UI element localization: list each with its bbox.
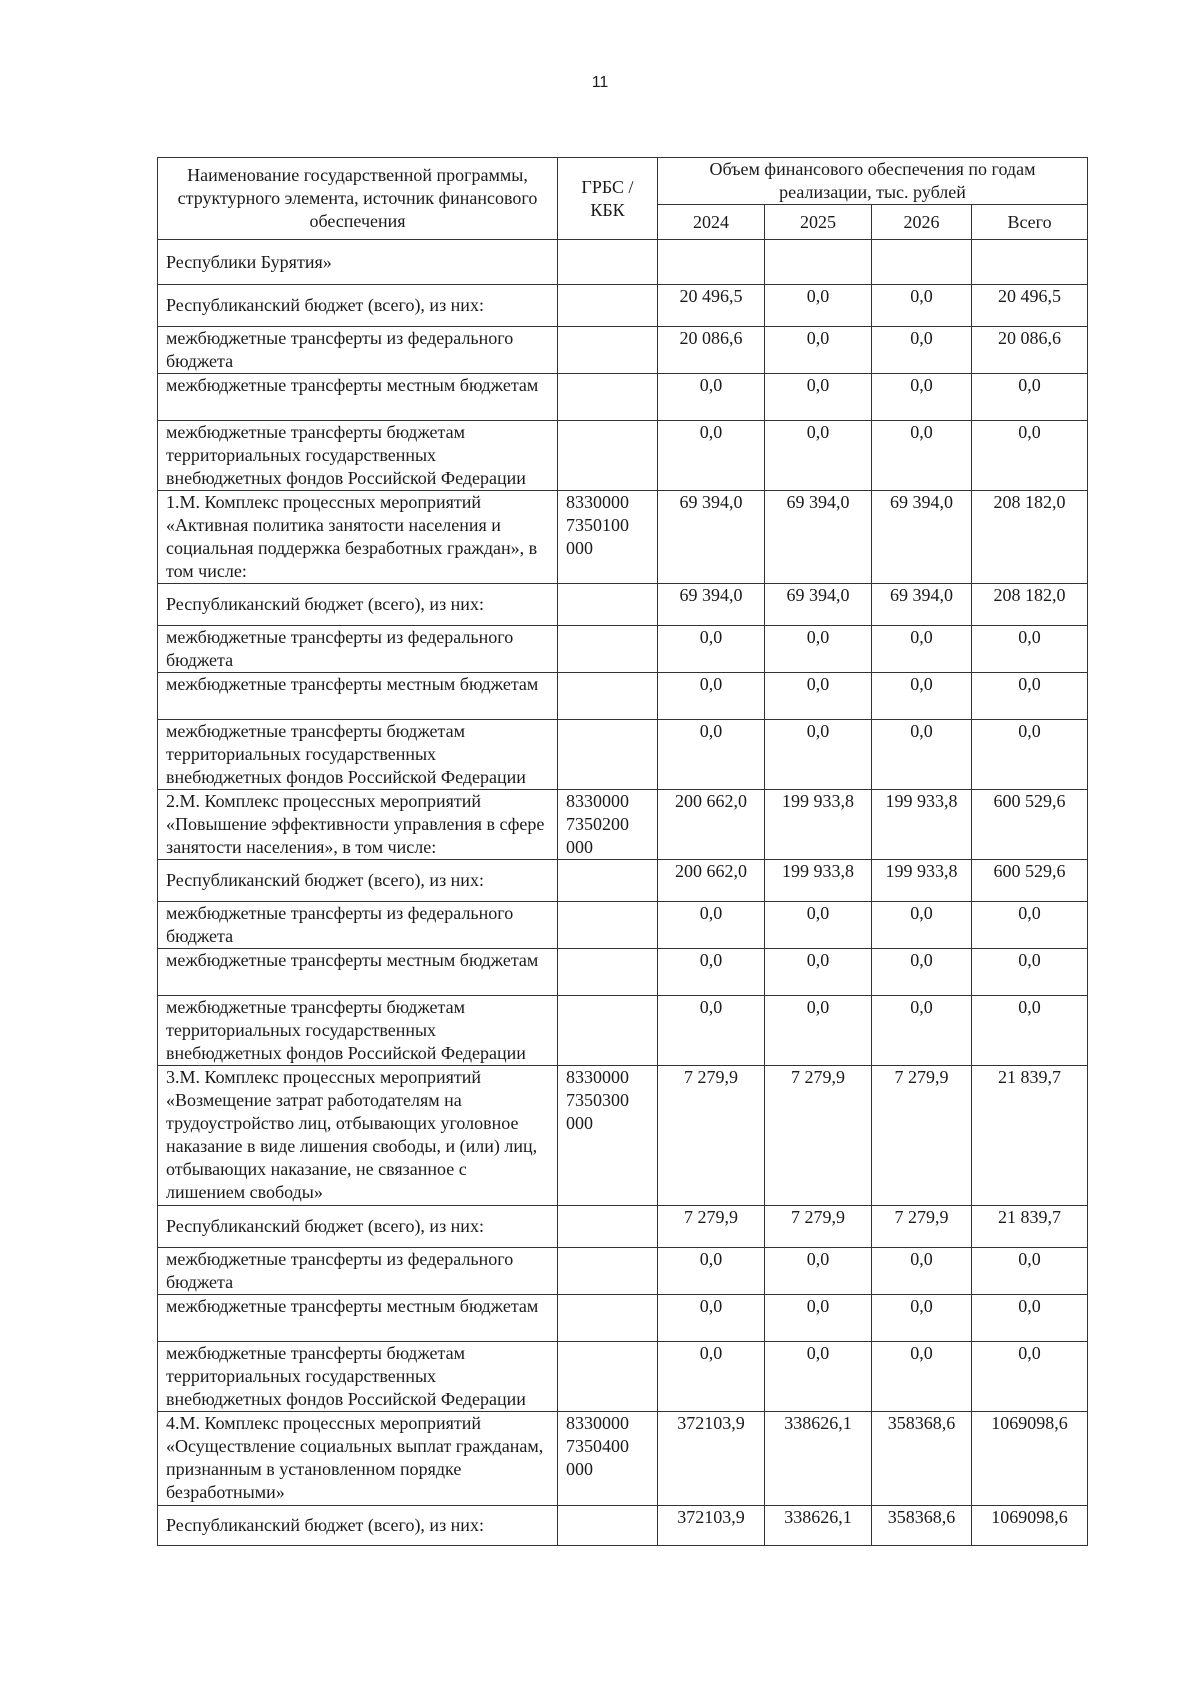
row-value-2024: 69 394,0	[658, 584, 765, 626]
row-value-2024	[658, 240, 765, 285]
row-value-2025: 0,0	[765, 421, 872, 491]
row-value-2024: 0,0	[658, 626, 765, 673]
row-value-2025: 0,0	[765, 949, 872, 996]
header-year-2026: 2026	[872, 205, 972, 240]
row-value-2026: 0,0	[872, 626, 972, 673]
row-name-cell: Республиканский бюджет (всего), из них:	[158, 1206, 558, 1248]
row-name-cell: Республиканский бюджет (всего), из них:	[158, 1506, 558, 1546]
row-value-2024: 200 662,0	[658, 860, 765, 902]
row-value-2024: 0,0	[658, 374, 765, 421]
row-value-total: 0,0	[972, 1248, 1088, 1295]
table-row	[158, 626, 1088, 673]
row-value-total: 1069098,6	[972, 1412, 1088, 1506]
row-code-cell	[558, 949, 658, 996]
row-value-2026: 0,0	[872, 949, 972, 996]
table-row	[158, 584, 1088, 626]
row-code-cell	[558, 584, 658, 626]
table-row	[158, 285, 1088, 327]
row-value-2025: 199 933,8	[765, 790, 872, 860]
row-value-2025: 0,0	[765, 1295, 872, 1342]
row-name-cell: межбюджетные трансферты бюджетам территориальных государственных внебюджетных фондов Российской Федерации	[158, 996, 558, 1066]
row-code-cell	[558, 1295, 658, 1342]
table-row	[158, 240, 1088, 285]
row-value-2026: 358368,6	[872, 1506, 972, 1546]
row-value-2025: 7 279,9	[765, 1066, 872, 1206]
row-value-2026: 0,0	[872, 720, 972, 790]
row-value-2026: 0,0	[872, 421, 972, 491]
row-name-cell: межбюджетные трансферты из федерального бюджета	[158, 626, 558, 673]
row-value-2025: 0,0	[765, 374, 872, 421]
row-value-2025: 338626,1	[765, 1412, 872, 1506]
row-name-cell: межбюджетные трансферты местным бюджетам	[158, 374, 558, 421]
row-value-total: 600 529,6	[972, 790, 1088, 860]
table-row	[158, 790, 1088, 860]
row-code-cell	[558, 421, 658, 491]
row-code-cell	[558, 860, 658, 902]
row-value-2024: 0,0	[658, 996, 765, 1066]
row-value-2026: 7 279,9	[872, 1066, 972, 1206]
row-value-2026: 0,0	[872, 327, 972, 374]
row-code-cell	[558, 240, 658, 285]
row-value-2025: 0,0	[765, 996, 872, 1066]
row-value-total: 0,0	[972, 1342, 1088, 1412]
table-row	[158, 1066, 1088, 1206]
table-row	[158, 996, 1088, 1066]
row-value-total: 0,0	[972, 374, 1088, 421]
row-code-cell: 8330000 7350300 000	[558, 1066, 658, 1206]
header-code: ГРБС /КБК	[558, 158, 658, 240]
row-value-2026: 69 394,0	[872, 584, 972, 626]
row-value-2024: 20 086,6	[658, 327, 765, 374]
row-value-2025: 0,0	[765, 720, 872, 790]
row-value-2025: 199 933,8	[765, 860, 872, 902]
row-name-cell: 2.М. Комплекс процессных мероприятий «Повышение эффективности управления в сфере занятости населения», в том числе:	[158, 790, 558, 860]
row-value-2026: 69 394,0	[872, 491, 972, 584]
row-value-2025: 69 394,0	[765, 491, 872, 584]
row-name-cell: Республиканский бюджет (всего), из них:	[158, 584, 558, 626]
row-value-2025: 0,0	[765, 1248, 872, 1295]
row-value-2025: 7 279,9	[765, 1206, 872, 1248]
row-value-2026: 7 279,9	[872, 1206, 972, 1248]
row-code-cell	[558, 902, 658, 949]
row-value-2024: 0,0	[658, 421, 765, 491]
row-value-2024: 0,0	[658, 673, 765, 720]
row-value-2026: 0,0	[872, 996, 972, 1066]
row-value-2024: 0,0	[658, 1248, 765, 1295]
row-value-2024: 200 662,0	[658, 790, 765, 860]
row-value-2024: 69 394,0	[658, 491, 765, 584]
row-value-2026: 0,0	[872, 1248, 972, 1295]
table-row	[158, 720, 1088, 790]
row-code-cell	[558, 996, 658, 1066]
table-row	[158, 1295, 1088, 1342]
row-value-total: 0,0	[972, 1295, 1088, 1342]
row-name-cell: межбюджетные трансферты местным бюджетам	[158, 1295, 558, 1342]
row-value-total: 0,0	[972, 996, 1088, 1066]
table-body	[158, 240, 1088, 1546]
row-value-2024: 0,0	[658, 949, 765, 996]
row-value-2025: 0,0	[765, 902, 872, 949]
row-value-2025: 0,0	[765, 327, 872, 374]
row-value-total: 208 182,0	[972, 491, 1088, 584]
row-value-2024: 7 279,9	[658, 1066, 765, 1206]
row-value-total: 20 086,6	[972, 327, 1088, 374]
row-value-2026: 0,0	[872, 1295, 972, 1342]
row-name-cell: межбюджетные трансферты местным бюджетам	[158, 949, 558, 996]
row-value-2024: 7 279,9	[658, 1206, 765, 1248]
row-name-cell: 1.М. Комплекс процессных мероприятий «Активная политика занятости населения и социальная поддержка безработных граждан», в том числе:	[158, 491, 558, 584]
row-name-cell: Республики Бурятия»	[158, 240, 558, 285]
table-row	[158, 374, 1088, 421]
row-value-total: 0,0	[972, 720, 1088, 790]
row-value-total: 21 839,7	[972, 1066, 1088, 1206]
table-row	[158, 1342, 1088, 1412]
row-value-2024: 0,0	[658, 720, 765, 790]
row-name-cell: Республиканский бюджет (всего), из них:	[158, 860, 558, 902]
row-value-2026: 0,0	[872, 1342, 972, 1412]
row-code-cell	[558, 327, 658, 374]
row-value-2024: 372103,9	[658, 1506, 765, 1546]
row-value-2026: 0,0	[872, 374, 972, 421]
table-row	[158, 949, 1088, 996]
row-name-cell: межбюджетные трансферты из федерального бюджета	[158, 1248, 558, 1295]
row-value-2026: 0,0	[872, 285, 972, 327]
table-row	[158, 1412, 1088, 1506]
table-row	[158, 327, 1088, 374]
row-name-cell: межбюджетные трансферты бюджетам территориальных государственных внебюджетных фондов Российской Федерации	[158, 720, 558, 790]
row-value-2026: 199 933,8	[872, 860, 972, 902]
header-year-2024: 2024	[658, 205, 765, 240]
row-code-cell	[558, 1506, 658, 1546]
header-name: Наименование государственной программы, структурного элемента, источник финансового обеспечения	[158, 158, 558, 240]
row-name-cell: межбюджетные трансферты из федерального бюджета	[158, 327, 558, 374]
row-code-cell	[558, 1342, 658, 1412]
row-value-total: 208 182,0	[972, 584, 1088, 626]
row-name-cell: межбюджетные трансферты местным бюджетам	[158, 673, 558, 720]
row-code-cell	[558, 720, 658, 790]
row-value-2025: 0,0	[765, 626, 872, 673]
header-volume: Объем финансового обеспечения по годам реализации, тыс. рублей	[658, 158, 1088, 205]
row-code-cell	[558, 1206, 658, 1248]
row-value-2026: 0,0	[872, 902, 972, 949]
row-value-2025: 0,0	[765, 285, 872, 327]
row-value-2024: 372103,9	[658, 1412, 765, 1506]
row-value-total: 0,0	[972, 626, 1088, 673]
row-value-2024: 20 496,5	[658, 285, 765, 327]
row-value-total: 0,0	[972, 949, 1088, 996]
row-value-2024: 0,0	[658, 1295, 765, 1342]
table-row	[158, 1506, 1088, 1546]
row-value-total: 600 529,6	[972, 860, 1088, 902]
row-name-cell: межбюджетные трансферты из федерального бюджета	[158, 902, 558, 949]
table-row	[158, 1248, 1088, 1295]
header-year-2025: 2025	[765, 205, 872, 240]
table-row	[158, 491, 1088, 584]
row-code-cell	[558, 1248, 658, 1295]
row-value-total	[972, 240, 1088, 285]
row-code-cell	[558, 673, 658, 720]
financing-table	[157, 157, 1088, 1546]
row-code-cell	[558, 285, 658, 327]
row-value-2024: 0,0	[658, 902, 765, 949]
row-code-cell: 8330000 7350200 000	[558, 790, 658, 860]
row-name-cell: межбюджетные трансферты бюджетам территориальных государственных внебюджетных фондов Российской Федерации	[158, 1342, 558, 1412]
row-code-cell: 8330000 7350400 000	[558, 1412, 658, 1506]
row-name-cell: 3.М. Комплекс процессных мероприятий «Возмещение затрат работодателям на трудоустройство лиц, отбывающих уголовное наказание в виде лишения свободы, и (или) лиц, отбывающих наказание, не связанное с лишением свободы»	[158, 1066, 558, 1206]
row-value-2025: 0,0	[765, 673, 872, 720]
row-value-total: 0,0	[972, 421, 1088, 491]
row-value-2026: 358368,6	[872, 1412, 972, 1506]
row-value-2025: 69 394,0	[765, 584, 872, 626]
row-value-2026	[872, 240, 972, 285]
row-value-2025: 338626,1	[765, 1506, 872, 1546]
row-value-total: 20 496,5	[972, 285, 1088, 327]
table-row	[158, 902, 1088, 949]
row-value-2025	[765, 240, 872, 285]
row-code-cell	[558, 374, 658, 421]
table-row	[158, 1206, 1088, 1248]
table-row	[158, 421, 1088, 491]
table-row	[158, 860, 1088, 902]
row-name-cell: 4.М. Комплекс процессных мероприятий «Осуществление социальных выплат гражданам, признанным в установленном порядке безработными»	[158, 1412, 558, 1506]
row-value-2024: 0,0	[658, 1342, 765, 1412]
row-value-total: 21 839,7	[972, 1206, 1088, 1248]
row-value-total: 0,0	[972, 902, 1088, 949]
row-value-2026: 0,0	[872, 673, 972, 720]
row-value-total: 0,0	[972, 673, 1088, 720]
row-code-cell	[558, 626, 658, 673]
row-name-cell: Республиканский бюджет (всего), из них:	[158, 285, 558, 327]
row-value-total: 1069098,6	[972, 1506, 1088, 1546]
row-value-2026: 199 933,8	[872, 790, 972, 860]
header-total: Всего	[972, 205, 1088, 240]
page-number: 11	[591, 74, 609, 91]
row-code-cell: 8330000 7350100 000	[558, 491, 658, 584]
row-value-2025: 0,0	[765, 1342, 872, 1412]
row-name-cell: межбюджетные трансферты бюджетам территориальных государственных внебюджетных фондов Российской Федерации	[158, 421, 558, 491]
table-row	[158, 673, 1088, 720]
